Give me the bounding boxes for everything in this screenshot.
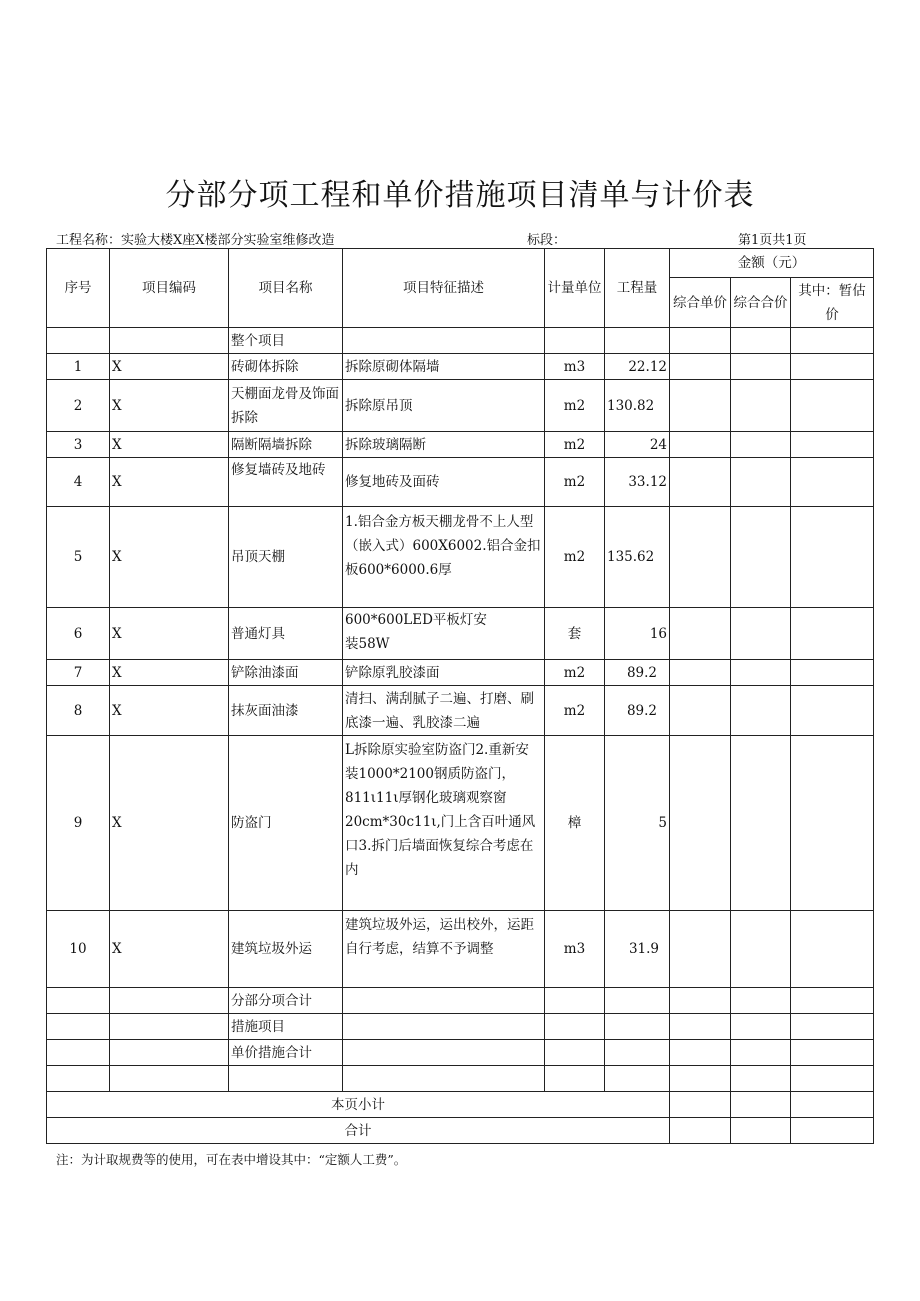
table-row — [47, 660, 874, 686]
table-row — [47, 911, 874, 988]
table-row — [47, 736, 874, 911]
row-qty: 24 — [605, 432, 670, 458]
row-name: 铲除油漆面 — [229, 660, 343, 686]
table-row — [47, 608, 874, 660]
row-seq: 8 — [47, 686, 110, 736]
row-desc: 拆除玻璃隔断 — [343, 432, 545, 458]
row-desc: 建筑垃圾外运，运出校外，运距自行考虑，结算不予调整 — [343, 911, 545, 988]
row-unit: m2 — [545, 432, 605, 458]
footnote: 注：为计取规费等的使用，可在表中增设其中：“定额人工费”。 — [56, 1152, 407, 1167]
table-row — [47, 432, 874, 458]
row-unit: m2 — [545, 686, 605, 736]
row-name: 吊顶天棚 — [229, 507, 343, 608]
row-unit: m2 — [545, 458, 605, 507]
col-total-price-header: 综合合价 — [731, 278, 791, 328]
col-unit-price-header: 综合单价 — [670, 278, 731, 328]
row-qty: 31.9 — [605, 911, 670, 988]
row-seq: 2 — [47, 380, 110, 432]
project-name: 工程名称：实验大楼X座X楼部分实验室维修改造 — [56, 233, 335, 248]
row-code: X — [110, 458, 229, 507]
table-row — [47, 686, 874, 736]
row-qty: 130.82 — [605, 380, 670, 432]
col-desc-header: 项目特征描述 — [343, 249, 545, 328]
table-row — [47, 380, 874, 432]
row-name: 隔断隔墙拆除 — [229, 432, 343, 458]
total-label: 合计 — [47, 1118, 670, 1144]
row-code: X — [110, 736, 229, 911]
row-name: 抹灰面油漆 — [229, 686, 343, 736]
row-name: 砖砌体拆除 — [229, 354, 343, 380]
row-seq: 1 — [47, 354, 110, 380]
row-qty: 89.2 — [605, 660, 670, 686]
row-name: 修复墙砖及地砖 — [229, 458, 343, 507]
row-desc: 1.铝合金方板天棚龙骨不上人型（嵌入式）600X6002.铝合金扣板600*6000.6厚 — [343, 507, 545, 608]
row-seq: 5 — [47, 507, 110, 608]
row-code: X — [110, 686, 229, 736]
row-seq: 6 — [47, 608, 110, 660]
table-row — [47, 354, 874, 380]
row-code: X — [110, 354, 229, 380]
row-desc: 铲除原乳胶漆面 — [343, 660, 545, 686]
row-code: X — [110, 911, 229, 988]
row-qty: 89.2 — [605, 686, 670, 736]
col-provisional-header: 其中：暂估价 — [791, 278, 874, 328]
row-seq: 4 — [47, 458, 110, 507]
section-label: 标段： — [527, 233, 567, 248]
col-amount-header: 金额（元） — [670, 249, 874, 278]
row-qty: 135.62 — [605, 507, 670, 608]
row-code: X — [110, 608, 229, 660]
row-code: X — [110, 380, 229, 432]
row-name: 建筑垃圾外运 — [229, 911, 343, 988]
row-seq: 10 — [47, 911, 110, 988]
row-seq: 9 — [47, 736, 110, 911]
row-seq: 3 — [47, 432, 110, 458]
measures-label: 措施项目 — [229, 1014, 343, 1040]
group-label: 整个项目 — [229, 328, 343, 354]
row-qty: 16 — [605, 608, 670, 660]
row-code: X — [110, 432, 229, 458]
page-subtotal-label: 本页小计 — [47, 1092, 670, 1118]
col-unit-header: 计量单位 — [545, 249, 605, 328]
row-code: X — [110, 507, 229, 608]
row-qty: 22.12 — [605, 354, 670, 380]
row-unit: m3 — [545, 911, 605, 988]
row-desc: 清扫、满刮腻子二遍、打磨、刷底漆一遍、乳胶漆二遍 — [343, 686, 545, 736]
row-unit: m2 — [545, 507, 605, 608]
subtotal-label: 分部分项合计 — [229, 988, 343, 1014]
col-name-header: 项目名称 — [229, 249, 343, 328]
row-name: 天棚面龙骨及饰面拆除 — [229, 380, 343, 432]
row-unit: m2 — [545, 660, 605, 686]
row-desc: L拆除原实验室防盗门2.重新安装1000*2100钢质防盗门，811ι11ι厚钢化玻璃观察窗20cm*30c11ι,门上含百叶通风口3.拆门后墙面恢复综合考虑在内 — [343, 736, 545, 911]
row-qty: 5 — [605, 736, 670, 911]
row-desc: 600*600LED平板灯安装58W — [343, 608, 545, 660]
row-unit: 套 — [545, 608, 605, 660]
col-qty-header: 工程量 — [605, 249, 670, 328]
row-qty: 33.12 — [605, 458, 670, 507]
pricing-table — [46, 248, 874, 1144]
row-unit: m3 — [545, 354, 605, 380]
row-unit: 樟 — [545, 736, 605, 911]
table-row — [47, 507, 874, 608]
measures-total-label: 单价措施合计 — [229, 1040, 343, 1066]
row-desc: 修复地砖及面砖 — [343, 458, 545, 507]
row-name: 防盗门 — [229, 736, 343, 911]
table-row — [47, 458, 874, 507]
col-code-header: 项目编码 — [110, 249, 229, 328]
row-desc: 拆除原吊顶 — [343, 380, 545, 432]
row-name: 普通灯具 — [229, 608, 343, 660]
row-unit: m2 — [545, 380, 605, 432]
page-number: 第1页共1页 — [738, 233, 807, 248]
col-seq-header: 序号 — [47, 249, 110, 328]
row-code: X — [110, 660, 229, 686]
row-desc: 拆除原砌体隔墙 — [343, 354, 545, 380]
row-seq: 7 — [47, 660, 110, 686]
page-title: 分部分项工程和单价措施项目清单与计价表 — [165, 178, 755, 213]
